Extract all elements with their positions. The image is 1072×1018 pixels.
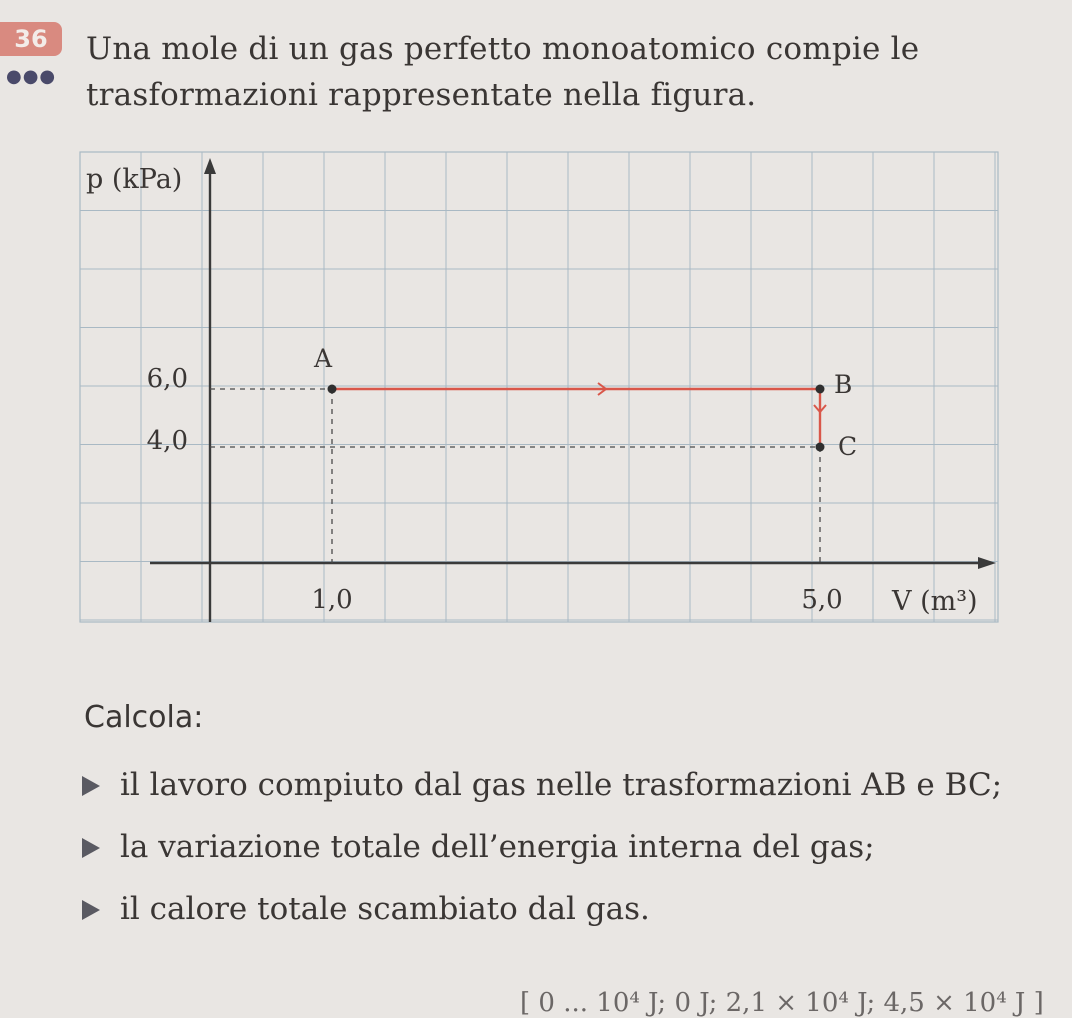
- difficulty-dots-icon: ●●●: [6, 66, 57, 87]
- intro-line-1: Una mole di un gas perfetto monoatomico compie le: [86, 31, 920, 67]
- p-axis-arrow-icon: [204, 158, 216, 174]
- y-axis-label: p (kPa): [86, 164, 183, 195]
- triangle-bullet-icon: [82, 838, 100, 858]
- question-text: la variazione totale dell’energia interna del gas;: [120, 829, 875, 865]
- question-text: il lavoro compiuto dal gas nelle trasformazioni AB e BC;: [120, 767, 1003, 803]
- x-axis-label: V (m³): [892, 586, 978, 617]
- dashed-guides: [210, 389, 820, 563]
- y-tick-label: 6,0: [146, 364, 188, 394]
- grid: [80, 152, 998, 622]
- grid-frame: [80, 152, 998, 622]
- intro-line-2: trasformazioni rappresentate nella figura.: [86, 77, 757, 113]
- chart-labels: [86, 164, 978, 617]
- question-text: il calore totale scambiato dal gas.: [120, 891, 650, 927]
- question-item: [80, 820, 1060, 874]
- problem-statement: [86, 26, 1046, 118]
- questions-heading: Calcola:: [84, 700, 204, 735]
- question-item: [80, 758, 1060, 812]
- triangle-bullet-icon: [82, 776, 100, 796]
- problem-number-badge: 36: [0, 22, 62, 56]
- point-label-C: C: [838, 432, 858, 461]
- cut-off-answer-line: [ 0 ... 10⁴ J; 0 J; 2,1 × 10⁴ J; 4,5 × 10⁴ J ]: [520, 988, 1044, 1018]
- question-item: [80, 882, 1060, 936]
- point-label-A: A: [314, 344, 333, 373]
- state-point-B: [816, 385, 825, 394]
- state-point-C: [816, 443, 825, 452]
- question-list: [80, 758, 1060, 944]
- triangle-bullet-icon: [82, 900, 100, 920]
- pv-diagram: [0, 140, 1072, 630]
- v-axis-arrow-icon: [978, 557, 996, 569]
- x-tick-label: 5,0: [801, 585, 843, 615]
- point-label-B: B: [834, 370, 853, 399]
- y-tick-label: 4,0: [146, 426, 188, 456]
- x-tick-label: 1,0: [311, 585, 353, 615]
- state-point-A: [328, 385, 337, 394]
